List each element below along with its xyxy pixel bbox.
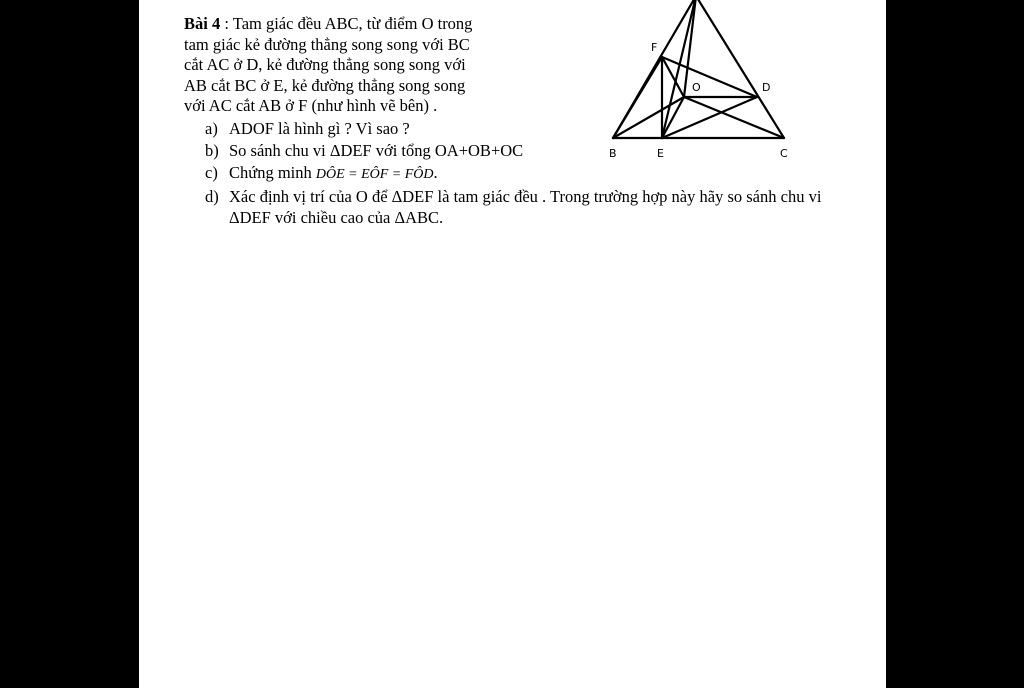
point-label-f: F [651, 41, 658, 54]
question-text: So sánh chu vi ΔDEF với tổng OA+OB+OC [229, 141, 524, 160]
problem-line-5: với AC cắt AB ở F (như hình vẽ bên) . [184, 96, 438, 115]
problem-line-4: AB cắt BC ở E, kẻ đường thẳng song song [184, 75, 466, 95]
segment-de [662, 97, 757, 138]
geometry-figure [604, 0, 804, 170]
point-label-d: D [762, 81, 771, 94]
question-label: c) [205, 163, 218, 182]
question-end: . [433, 163, 438, 182]
question-text: ADOF là hình gì ? Vì sao ? [229, 119, 410, 138]
problem-statement [184, 14, 509, 117]
problem-line-2: tam giác kẻ đường thẳng song song với BC [184, 34, 470, 54]
segment-oc [684, 97, 784, 138]
point-label-b: B [609, 147, 617, 160]
question-text: Chứng minh [229, 163, 312, 182]
question-label: b) [205, 141, 219, 160]
segment-b-f [613, 57, 662, 138]
angle-equation: DÔE = EÔF = FÔD [315, 167, 434, 182]
question-label: d) [205, 187, 219, 206]
problem-line-3: cắt AC ở D, kẻ đường thẳng song song với [184, 55, 466, 74]
point-label-e: E [657, 147, 664, 160]
problem-text-1: Tam giác đều ABC, từ điểm O trong [232, 14, 473, 33]
triangle-diagram [604, 0, 804, 170]
problem-line-1 [184, 14, 509, 35]
document-page [139, 0, 886, 688]
title-separator: : [220, 14, 233, 33]
problem-title: Bài 4 [184, 14, 221, 33]
question-label: a) [205, 119, 218, 138]
point-label-c: C [780, 147, 788, 160]
point-label-o: O [692, 81, 701, 94]
question-d [205, 186, 825, 228]
question-text: Xác định vị trí của O để ΔDEF là tam giác đều . Trong trường hợp này hãy so sánh chu vi ΔDEF với chiều cao của ΔABC. [229, 187, 822, 227]
